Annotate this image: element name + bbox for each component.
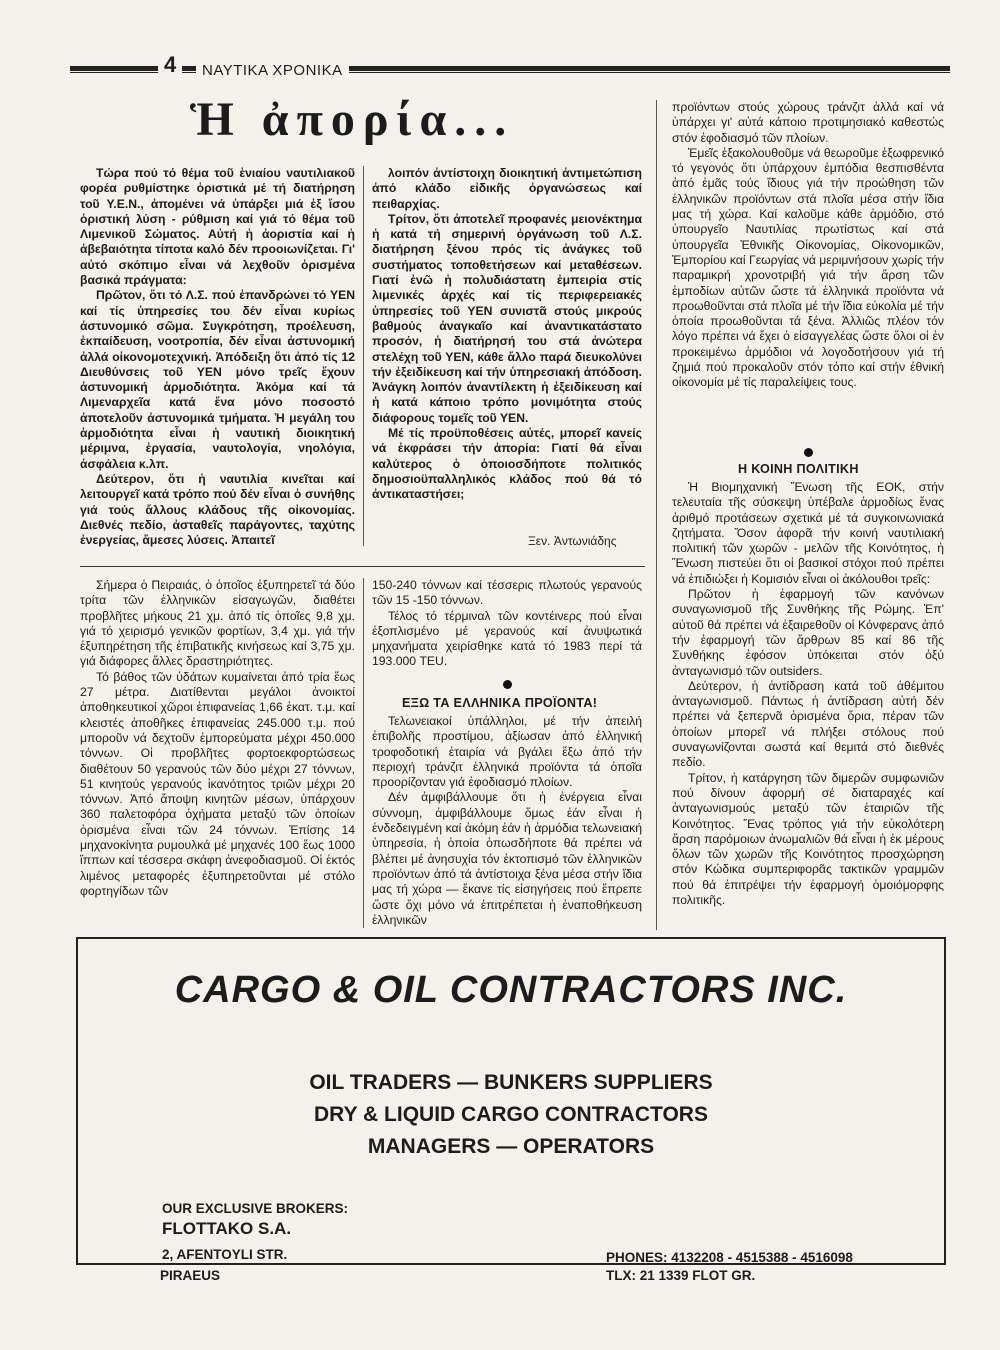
ad-address-city: PIRAEUS [160, 1268, 221, 1283]
paragraph: Δεύτερον, ὅτι ἡ ναυτιλία κινεῖται καί λειτουργεῖ κατά τρόπο πού δέν εἶναι ὁ συνήθης γιά τούς ἄλλους κλάδους τῆς οἰκονομίας. Διεθνές πεδίο, ἀσταθεῖς παράγοντες, ταχύτης ἐνεργείας, ἄμεσες λύσεις. Ἀπαιτεῖ [80, 471, 355, 548]
products-heading: ΕΞΩ ΤΑ ΕΛΛΗΝΙΚΑ ΠΡΟΪΟΝΤΑ! [402, 696, 598, 710]
ad-services-line-3: MANAGERS — OPERATORS [367, 1135, 655, 1158]
paragraph: Πρῶτον ἡ ἐφαρμογή τῶν κανόνων συναγωνισμοῦ τῆς Συνθήκης τῆς Ρώμης. Ἐπ' αὐτοῦ θά πρέπει νά ἐξαιρεθοῦν οἱ Κόνφερανς ἀπό τήν ἐφαρμογή τῶν ἄρθρων 85 καί 86 τῆς Συνθήκης ἐφόσον ὑπόκειται στόν ὀξύ ἀνταγωνισμό τῶν outsiders. [672, 587, 944, 678]
ad-phones: PHONES: 4132208 - 4515388 - 4516098 [606, 1250, 853, 1265]
ad-address-street: 2, AFENTOYLI STR. [162, 1247, 288, 1262]
paragraph: Πρῶτον, ὅτι τό Λ.Σ. πού ἐπανδρώνει τό ΥΕΝ καί τίς ὑπηρεσίες του δέν εἶναι κυρίως ἀστυνομικό σῶμα. Συγκρότηση, προέλευση, ἐκπαίδευση, νοοτροπία, δέν εἶναι ἀστυνομική ἀλλά οἰκονομοτεχνική. Ἀπόδειξη ὅτι ἀπό τίς 12 Διευθύνσεις τοῦ ΥΕΝ μόνο τρεῖς ἔχουν ἀστυνομική ἁρμοδιότητα. Ἀκόμα καί τά Λιμεναρχεῖα κατά ἕνα μόνο ποσοστό ἀποτελοῦν ἀστυνομικά τμήματα. Ἡ μεγάλη του ἁρμοδιότητα εἶναι ἡ ναυτική διοικητική μέριμνα, ἐργασία, ναυτολογία, νηολόγια, ἀσφάλεια κ.λπ. [80, 288, 355, 471]
section-bullet [503, 680, 512, 689]
piraeus-column-2 [372, 578, 642, 670]
paragraph: λοιπόν ἀντίστοιχη διοικητική ἀντιμετώπιση ἀπό κλάδο εἰδικῆς ὀργανώσεως καί πειθαρχίας. [372, 166, 642, 211]
paragraph: Τελωνειακοί ὑπάλληλοι, μέ τήν ἀπειλή ἐπιβολῆς προστίμου, ἀξίωσαν ἀπό ἑλληνική τροφοδοτική ἑταιρία νά βγάλει ἔξω ἀπό τήν περιοχή τράνζιτ ἑλληνικά προϊόντα τά ὁποῖα προορίζονταν γιά ἐφοδιασμό πλοίων. [372, 714, 642, 790]
products-continuation [672, 100, 944, 391]
paragraph: Τρίτον, ἡ κατάργηση τῶν διμερῶν συμφωνιῶν πού δίνουν ἀφορμή σέ διαταραχές καί ἀνταγωνισμούς μεταξύ τῶν ἑταιριῶν τῆς Κοινότητος. Ἕνας τρόπος γιά τήν εὐκολότερη ἄρση παρόμοιων ἀνωμαλιῶν θά εἶναι ἡ ἐκ μέρους ὅλων τῶν χωρῶν τῆς Κοινότητος προσχώρηση στόν Κώδικα συμπεριφορᾶς τακτικῶν γραμμῶν πού θά ἐπιτρέψει τήν ἐφαρμογή ὁμοιόμορφης πολιτικῆς. [672, 770, 944, 908]
ad-services-line-1: OIL TRADERS — BUNKERS SUPPLIERS [309, 1071, 713, 1094]
common-policy-text [672, 480, 944, 908]
paragraph: Τό βάθος τῶν ὑδάτων κυμαίνεται ἀπό τρία ἕως 27 μέτρα. Διατίθενται μεγάλοι ἀνοικτοί ἀποθηκευτικοί χῶροι ἐπιφανείας 1,66 ἑκατ. τ.μ. καί κλειστές ἀποθῆκες ἐπιφανείας 245.000 τ.μ. πού μποροῦν νά δεχτοῦν ἐμπορεύματα μέχρι 450.000 τόννων. Οἱ προβλῆτες φορτοεκφορτώσεως διαθέτουν 50 γερανούς τῶν δύο μέχρι 27 τόννων, 51 κινητούς γερανούς ἱκανότητος τριῶν μέχρι 20 τόννων. Ἀπό ἄποψη κινητῶν μέσων, ὑπάρχουν 360 παλετοφόρα ὀχήματα μεταξύ τῶν ὁποίων ὁρισμένα εἶναι τῶν 24 τόννων. Ἐπίσης 14 μηχανοκίνητα ρυμουλκά μέ μηχανές 100 ἕως 1000 ἵππων καί τέσσερα σκάφη ἀνεφοδιασμοῦ. Οἱ ἐκτός λιμένος μεταφορές ἐξυπηρετοῦνται μέ στόλο φορτηγίδων τῶν [80, 669, 355, 898]
ad-services-line-2: DRY & LIQUID CARGO CONTRACTORS [314, 1103, 708, 1126]
publication-name: ΝΑΥΤΙΚΑ ΧΡΟΝΙΚΑ [196, 62, 349, 79]
paragraph: Δέν ἀμφιβάλλουμε ὅτι ἡ ἐνέργεια εἶναι σύννομη, ἀμφιβάλλουμε ὅμως ἐάν εἶναι ἡ ἐνδεδειγμένη καί ἀκόμη ἐάν ἡ ἁρμόδια τελωνειακή ὑπηρεσία, ἡ ὁποία ὁπωσδήποτε θά πρέπει νά βλέπει μέ ἀνησυχία τόν ἐκτοπισμό τῶν ἑλληνικῶν προϊόντων ἀπό τά ἀντίστοιχα ξένα μέσα στήν ἴδια μας τή χώρα — ἔκανε τίς εἰσηγήσεις πού ἔπρεπε ὥστε ὄχι μόνο νά ἐπιτρέπεται ἡ ἐναποθήκευση ἑλληνικῶν [372, 790, 642, 927]
column-divider [363, 578, 364, 928]
paragraph: προϊόντων στούς χώρους τράνζιτ ἀλλά καί νά ὑπάρχει γι' αὐτά κάποιο προτιμησιακό καθεστώς στόν ἐφοδιασμό τῶν πλοίων. [672, 100, 944, 145]
column-divider [656, 100, 657, 930]
paragraph: Τρίτον, ὅτι ἀποτελεῖ προφανές μειονέκτημα ἡ κατά τή σημερινή ὀργάνωση τοῦ Λ.Σ. διατήρηση ξένου πρός τίς ἀνάγκες τοῦ συστήματος τοποθετήσεων καί μεταθέσεων. Γιατί ἐνῶ ἡ πολυδιάστατη ἐμπειρία στίς λιμενικές ἀρχές καί τίς περιφερειακές ὑπηρεσίες τοῦ ΥΕΝ συνιστᾶ στούς μικρούς βαθμούς ἀναγκαῖο καί ἀναντικατάστατο προσόν, ἡ διατήρησή του στά ἀνώτερα στελέχη τοῦ ΥΕΝ, κάθε ἄλλο παρά διευκολύνει τήν ἐξειδίκευση καί τήν ὑπηρεσιακή ἀπόδοση. Ἀνάγκη λοιπόν ἀναντίλεκτη ἡ ἐξειδίκευση καί ἡ κατά κάποιο τρόπο μονιμότητα στούς διάφορους τομεῖς τοῦ ΥΕΝ. [372, 211, 642, 425]
piraeus-column-1 [80, 578, 355, 899]
article-column-1 [80, 166, 355, 548]
column-divider [363, 166, 364, 546]
article-signature: Ξεν. Ἀντωνιάδης [528, 534, 617, 548]
ad-telex: TLX: 21 1339 FLOT GR. [606, 1268, 756, 1283]
paragraph: Ἡ Βιομηχανική Ἕνωση τῆς ΕΟΚ, στήν τελευταία τῆς σύσκεψη ὑπέβαλε ἁρμοδίως ἕνας ἀριθμό προτάσεων σχετικά μέ τά συγκοινωνιακά ζητήματα. Ὅσον ἀφορᾶ τήν κοινή ναυτιλιακή πολιτική τῶν χωρῶν - μελῶν τῆς Κοινότητος, ἡ Ἕνωση πιστεύει ὅτι οἱ βασικοί στόχοι πού πρέπει νά ἐπιδιώξει ἡ Κομισιόν εἶναι οἱ ἀκόλουθοι τρεῖς: [672, 480, 944, 586]
paragraph: Ἐμεῖς ἐξακολουθοῦμε νά θεωροῦμε ἐξωφρενικό τό γεγονός ὅτι ὑπάρχουν ἐμπόδια θεσπισθέντα ἀπό ἐμᾶς τούς ἴδιους γιά τήν προώθηση τῶν ἑλληνικῶν προϊόντων στά πλοῖα μέσα στήν ἴδια μας τή χώρα. Καί καλοῦμε κάθε ἁρμόδιο, στό ὑπουργεῖο Ναυτιλίας πρωτίστως καί στά ὑπουργεῖα Ἐθνικῆς Οἰκονομίας, Οἰκονομικῶν, Ἐμπορίου καί Γεωργίας νά μεριμνήσουν χωρίς τήν παραμικρή χρονοτριβή γιά τήν ἄρση τῶν ἐμποδίων αὐτῶν ὥστε τά ἑλληνικά προϊόντα νά προωθοῦνται στά πλοῖα μέ τήν ἴδια εὐκολία μέ τήν ὁποία προωθοῦνται τά ξένα. Ἀλλιῶς πλέον τόν λόγο πρέπει νά ἔχει ὁ εἰσαγγελέας ὥστε ὅλοι οἱ ἐν προκειμένω ἁρμόδιοι νά λογοδοτήσουν γιά τή ζημιά πού προκαλοῦν στόν τόπο καί στήν ἐθνική οἰκονομία μέ τίς παραλείψεις τους. [672, 145, 944, 390]
products-text [372, 714, 642, 928]
common-policy-heading: Η ΚΟΙΝΗ ΠΟΛΙΤΙΚΗ [738, 462, 859, 476]
paragraph: 150-240 τόννων καί τέσσερις πλωτούς γερανούς τῶν 15 -150 τόννων. [372, 578, 642, 608]
article-title: Ἡ ἀπορία... [190, 93, 515, 146]
paragraph: Σήμερα ὁ Πειραιάς, ὁ ὁποῖος ἐξυπηρετεῖ τά δύο τρίτα τῶν ἑλληνικῶν εἰσαγωγῶν, διαθέτει προβλῆτες μήκους 21 χμ. ἀπό τίς ὁποῖες 9,8 χμ. γιά τό χειρισμό γενικῶν φορτίων, 3,4 χμ. γιά τήν ἐξυπηρέτηση τῆς ἐπιβατικῆς κινήσεως καί 3,75 χμ. γιά διάφορες ἄλλες δραστηριότητες. [80, 578, 355, 669]
paragraph: Μέ τίς προϋποθέσεις αὐτές, μπορεῖ κανείς νά ἐκφράσει τήν ἀπορία: Γιατί θά εἶναι καλύτερος ὁ ὁποιοσδήποτε πολιτικός δημοσιοϋπαλληλικός κλάδος πού θά τό ἀντικαταστήσει; [372, 426, 642, 502]
ad-company-name: CARGO & OIL CONTRACTORS INC. [174, 969, 848, 1011]
paragraph: Τέλος τό τέρμιναλ τῶν κοντέινερς πού εἶναι ἐξοπλισμένο μέ γερανούς καί ἀνυψωτικά μηχανήματα χειρίσθηκε κατά τό 1983 περί τά 193.000 TEU. [372, 608, 642, 669]
ad-broker-name: FLOTTAKO S.A. [162, 1219, 292, 1238]
paragraph: Τώρα πού τό θέμα τοῦ ἑνιαίου ναυτιλιακοῦ φορέα ρυθμίστηκε ὁριστικά μέ τή διατήρηση τοῦ Υ.Ε.Ν., ἀπομένει νά ὑπάρξει μιά ἐξ ἴσου ὁριστική λύση - ρύθμιση καί γιά τό θέμα τοῦ Λιμενικοῦ Σώματος. Αὐτή ἡ ἀοριστία καί ἡ ἀβεβαιότητα τίποτα καλό δέν προοιωνίζεται. Γι' αὐτό σκόπιμο εἶναι νά λεχθοῦν ὁρισμένα βασικά πράγματα: [80, 166, 355, 288]
advertisement-box [76, 937, 946, 1265]
ad-brokers-label: OUR EXCLUSIVE BROKERS: [162, 1201, 349, 1216]
page-number: 4 [158, 52, 182, 78]
article-column-2 [372, 166, 642, 503]
section-separator [80, 566, 645, 567]
paragraph: Δεύτερον, ἡ ἀντίδραση κατά τοῦ ἀθέμιτου ἀνταγωνισμοῦ. Πάντως ἡ ἀντίδραση αὐτή δέν πρέπει νά ξεπερνᾶ ὁρισμένα ὅρια, πέραν τῶν ὁποίων μπορεῖ νά πλήξει στόλους πού συναγωνίζονται σωστά καί θεμιτά στό διεθνές πεδίο. [672, 678, 944, 770]
section-bullet [804, 448, 813, 457]
